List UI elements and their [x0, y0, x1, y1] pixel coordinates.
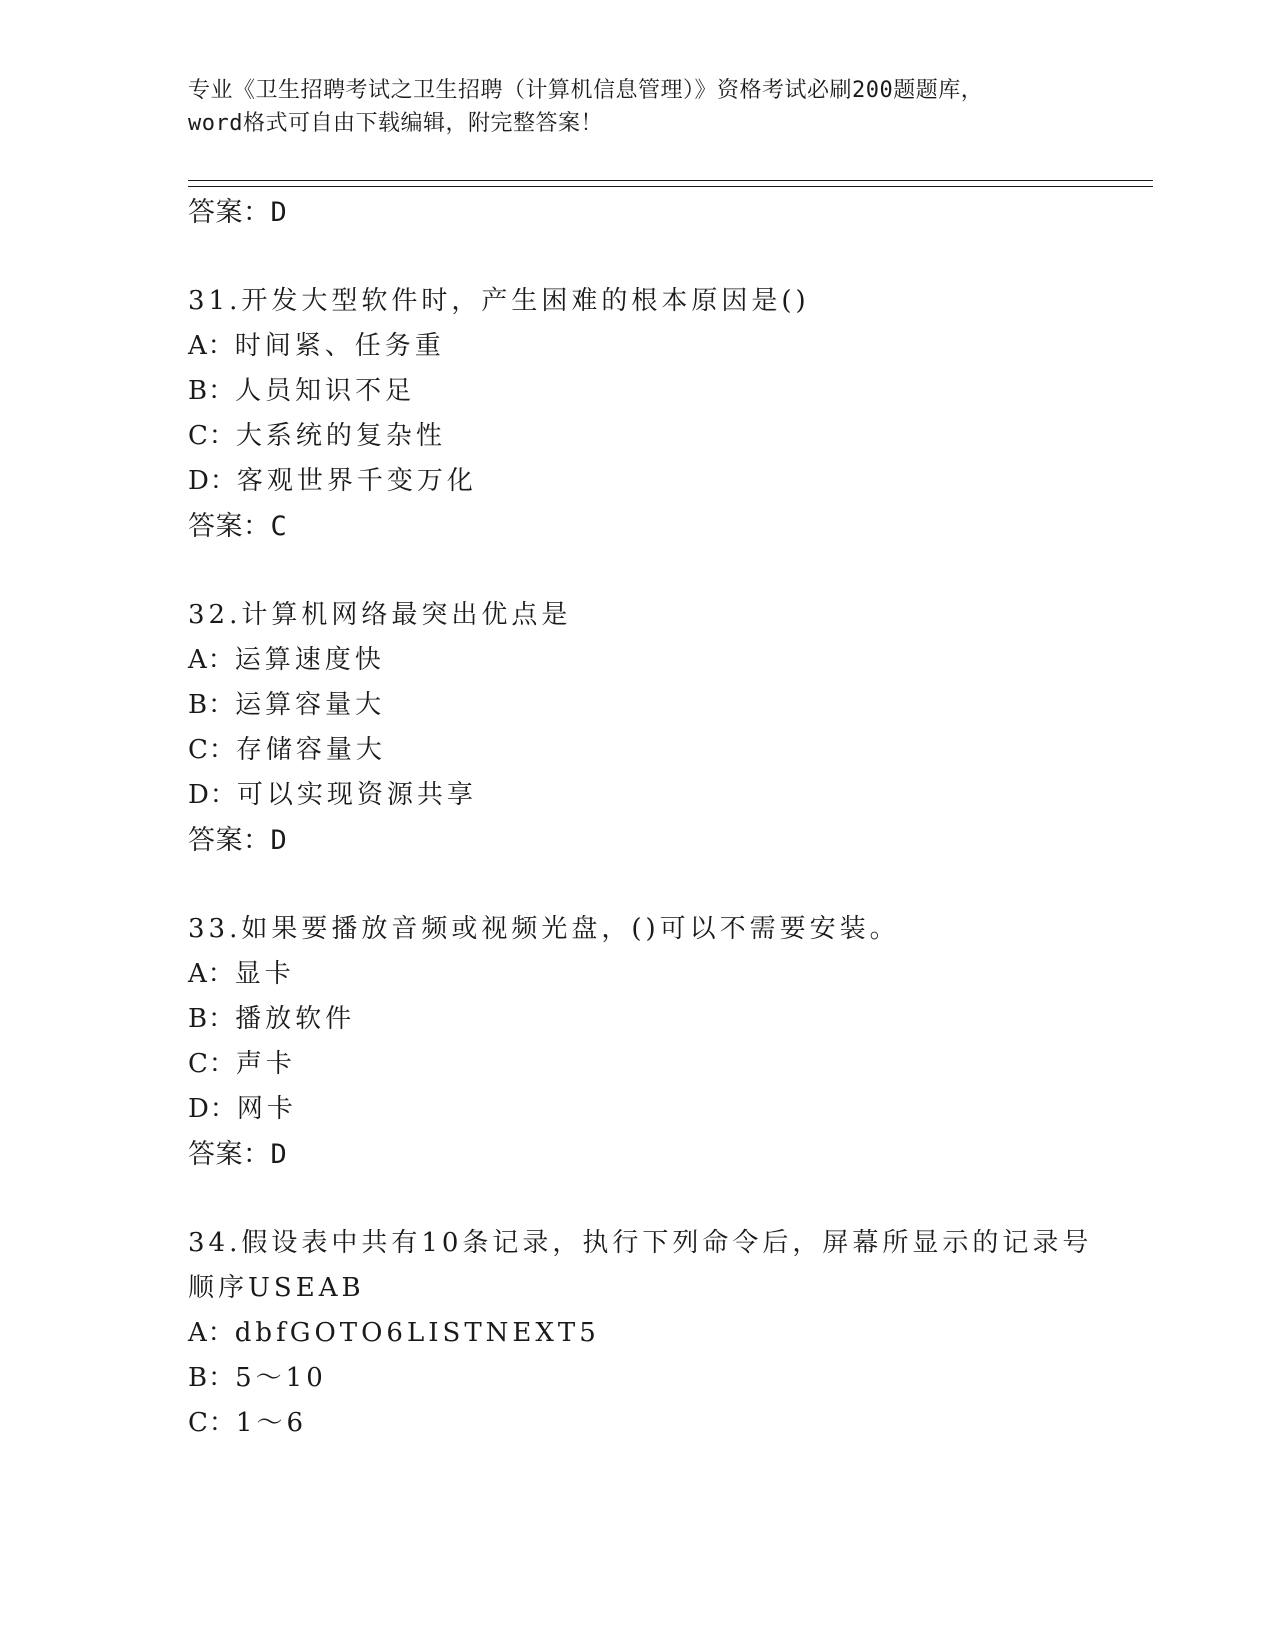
option-label: A： [188, 645, 235, 675]
option-row [188, 728, 1088, 773]
question-list [188, 190, 1093, 1446]
option-row [188, 773, 1088, 818]
question-block [188, 279, 1088, 549]
option-label: D： [188, 1094, 237, 1124]
answer-line: 答案：D [188, 197, 288, 228]
option-row [188, 459, 1088, 504]
option-text: 存储容量大 [235, 735, 386, 765]
question-stem: 32.计算机网络最突出优点是 [188, 600, 572, 630]
spacer [188, 235, 1088, 279]
option-text: 播放软件 [235, 1004, 356, 1034]
option-label: A： [188, 1318, 235, 1348]
option-row [188, 1087, 1088, 1132]
option-row [188, 414, 1088, 459]
option-text: 显卡 [234, 959, 295, 989]
document-header [188, 74, 1088, 140]
option-row [188, 369, 1088, 414]
header-title-line-1: 专业《卫生招聘考试之卫生招聘（计算机信息管理）》资格考试必刷200题题库， [188, 78, 984, 103]
question-stem-continuation: 顺序USEAB [188, 1273, 365, 1303]
question-block [188, 593, 1088, 863]
option-text: 时间紧、任务重 [234, 331, 445, 361]
option-row [188, 1356, 1088, 1401]
option-label: C： [188, 1049, 236, 1079]
option-row [188, 1401, 1088, 1446]
option-label: B： [188, 690, 236, 720]
header-divider-thick [188, 180, 1153, 181]
answer-line: 答案：C [188, 511, 288, 542]
spacer [188, 1177, 1088, 1221]
question-stem: 31.开发大型软件时，产生困难的根本原因是() [188, 286, 810, 316]
question-stem: 33.如果要播放音频或视频光盘，()可以不需要安装。 [188, 914, 900, 944]
option-row [188, 952, 1088, 997]
option-text: 客观世界千变万化 [236, 466, 477, 496]
option-row [188, 683, 1088, 728]
option-row [188, 1311, 1088, 1356]
spacer [188, 863, 1088, 907]
option-label: B： [188, 1363, 236, 1393]
option-text: 运算容量大 [235, 690, 386, 720]
option-label: D： [188, 466, 237, 496]
answer-line: 答案：D [188, 825, 288, 856]
header-title-line-2: word格式可自由下载编辑，附完整答案！ [188, 111, 603, 136]
option-row [188, 997, 1088, 1042]
option-text: 人员知识不足 [235, 376, 416, 406]
option-label: C： [188, 735, 236, 765]
option-label: B： [188, 1004, 236, 1034]
option-label: A： [188, 959, 235, 989]
option-label: B： [188, 376, 236, 406]
option-row [188, 638, 1088, 683]
option-row [188, 1042, 1088, 1087]
option-text: 1～6 [235, 1408, 307, 1438]
option-text: 可以实现资源共享 [236, 780, 477, 810]
option-label: C： [188, 1408, 236, 1438]
option-row [188, 324, 1088, 369]
option-text: dbfGOTO6LISTNEXT5 [234, 1318, 600, 1348]
option-label: A： [188, 331, 235, 361]
question-stem: 34.假设表中共有10条记录，执行下列命令后，屏幕所显示的记录号 [188, 1228, 1093, 1258]
spacer [188, 549, 1088, 593]
option-text: 网卡 [236, 1094, 297, 1124]
answer-line: 答案：D [188, 1139, 288, 1170]
question-block [188, 1221, 1093, 1446]
option-text: 声卡 [235, 1049, 296, 1079]
question-block [188, 907, 1088, 1177]
option-text: 5～10 [235, 1363, 327, 1393]
option-text: 大系统的复杂性 [235, 421, 446, 451]
header-divider-thin [188, 186, 1153, 187]
option-label: C： [188, 421, 236, 451]
option-text: 运算速度快 [234, 645, 385, 675]
option-label: D： [188, 780, 237, 810]
